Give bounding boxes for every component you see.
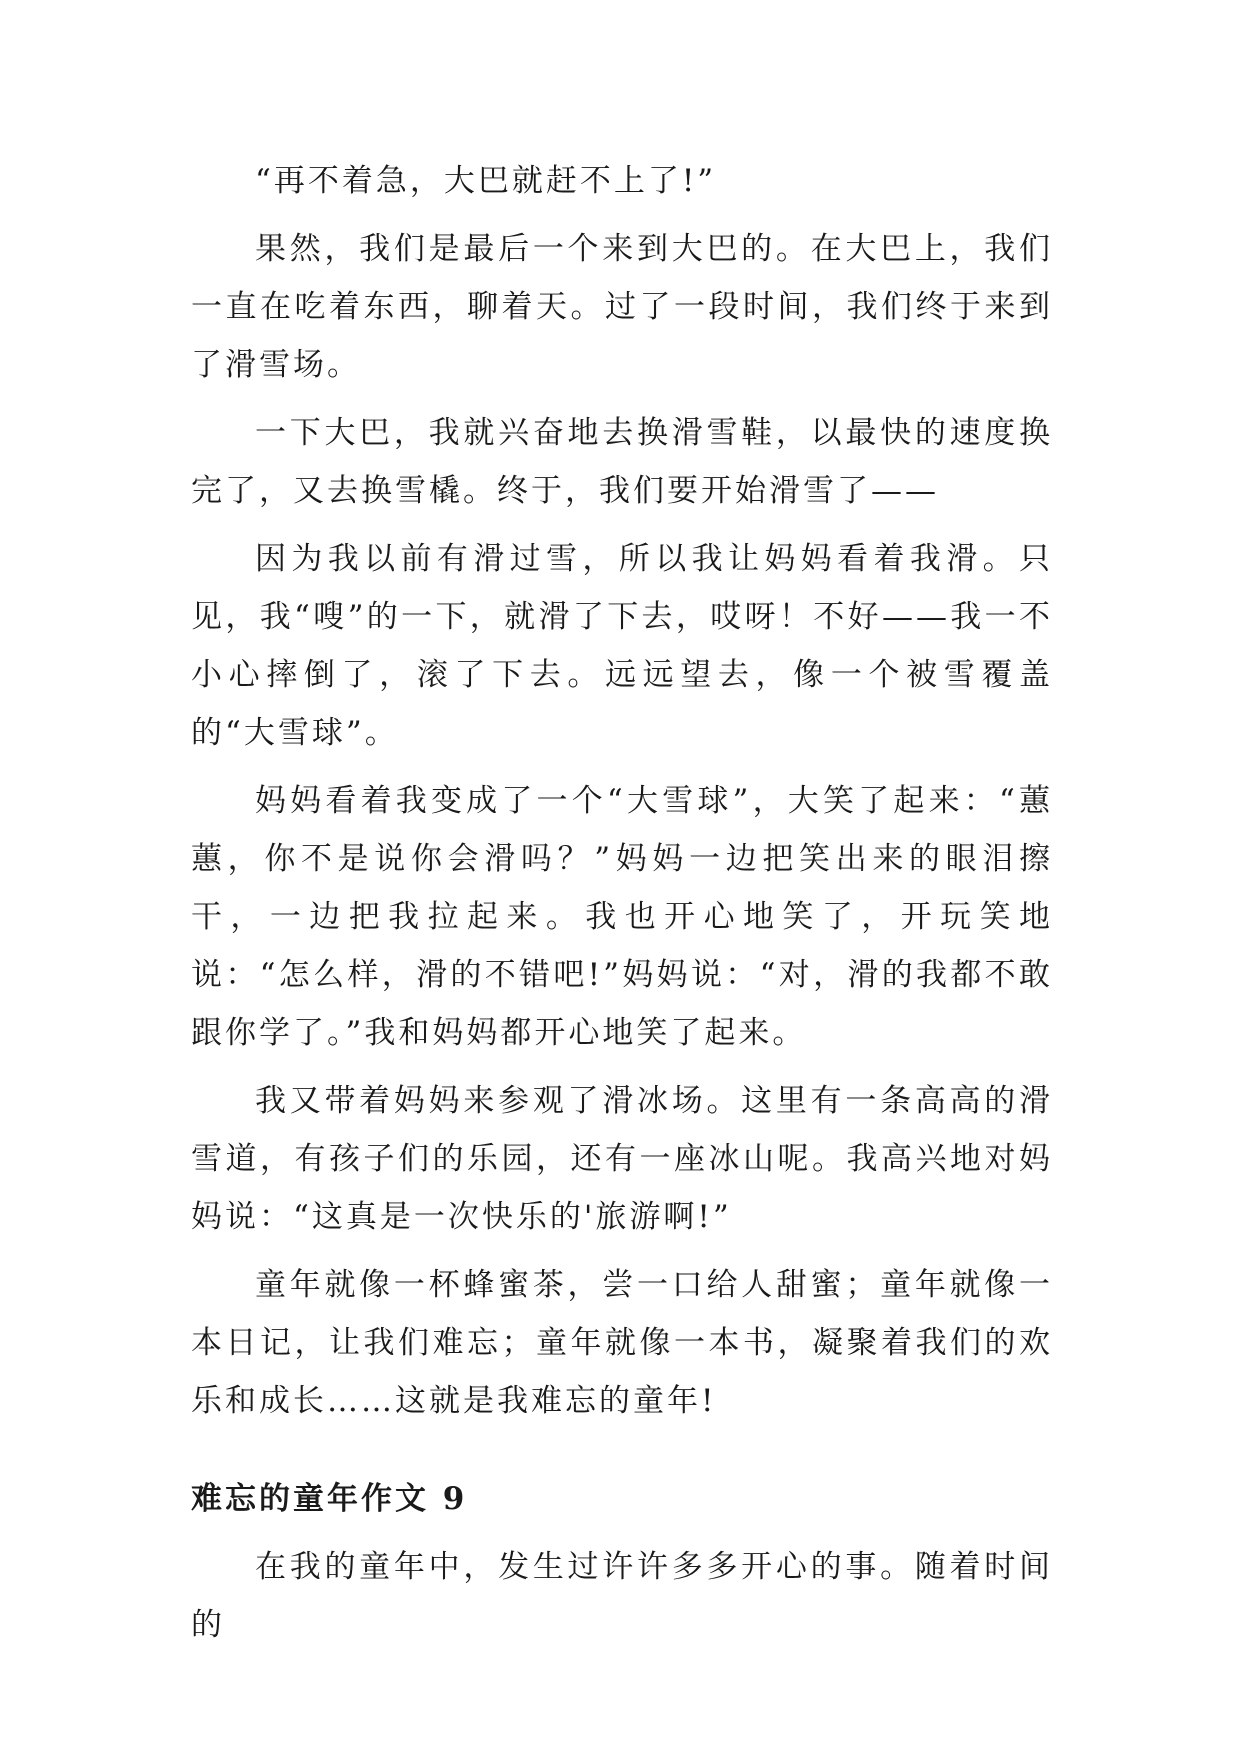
paragraph-5: 妈妈看着我变成了一个“大雪球”，大笑了起来：“蕙蕙，你不是说你会滑吗？”妈妈一边把笑出来的眼泪擦干，一边把我拉起来。我也开心地笑了，开玩笑地说：“怎么样，滑的不错吧!”妈妈说：“对，滑的我都不敢跟你学了。”我和妈妈都开心地笑了起来。 [191, 783, 1053, 1051]
paragraph-1: “再不着急，大巴就赶不上了!” [255, 163, 717, 199]
document-body [191, 152, 1053, 1664]
paragraph-8: 在我的童年中，发生过许许多多开心的事。随着时间的 [191, 1549, 1053, 1643]
paragraph-7: 童年就像一杯蜂蜜茶，尝一口给人甜蜜；童年就像一本日记，让我们难忘；童年就像一本书，凝聚着我们的欢乐和成长……这就是我难忘的童年! [191, 1267, 1053, 1419]
paragraph-3: 一下大巴，我就兴奋地去换滑雪鞋，以最快的速度换完了，又去换雪橇。终于，我们要开始滑雪了—— [191, 415, 1053, 509]
paragraph-2: 果然，我们是最后一个来到大巴的。在大巴上，我们一直在吃着东西，聊着天。过了一段时间，我们终于来到了滑雪场。 [191, 231, 1053, 383]
paragraph-6: 我又带着妈妈来参观了滑冰场。这里有一条高高的滑雪道，有孩子们的乐园，还有一座冰山呢。我高兴地对妈妈说：“这真是一次快乐的'旅游啊!” [191, 1083, 1053, 1235]
paragraph-4: 因为我以前有滑过雪，所以我让妈妈看着我滑。只见，我“嗖”的一下，就滑了下去，哎呀！不好——我一不小心摔倒了，滚了下去。远远望去，像一个被雪覆盖的“大雪球”。 [191, 541, 1053, 751]
section-title: 难忘的童年作文 9 [191, 1481, 468, 1517]
